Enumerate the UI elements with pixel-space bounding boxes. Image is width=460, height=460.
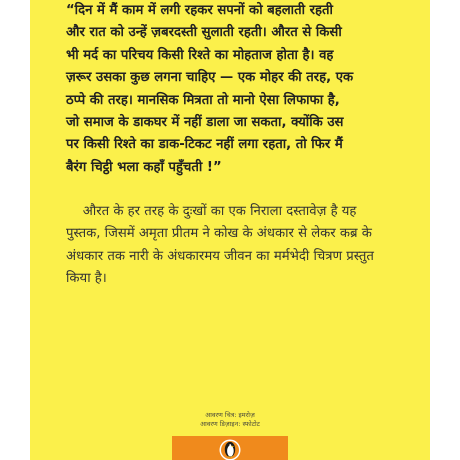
right-page-edge bbox=[430, 0, 460, 460]
quote-line: “दिन में मैं काम में लगी रहकर सपनों को बहलाती रहती bbox=[66, 3, 333, 18]
left-page-edge bbox=[0, 0, 30, 460]
quote-line: भी मर्द का परिचय किसी रिश्ते का मोहताज होता है। वह bbox=[66, 47, 334, 63]
book-description bbox=[66, 201, 400, 291]
penguin-logo-icon bbox=[218, 438, 242, 460]
quote-line: ज़रूर उसका कुछ लगना चाहिए — एक मोहर की तरह, एक bbox=[66, 70, 354, 86]
cover-credits bbox=[170, 411, 290, 429]
description-line: औरत के हर तरह के दुःखों का एक निराला दस्तावेज़ है यह bbox=[66, 204, 357, 219]
quote-line: ठप्पे की तरह। मानसिक मित्रता तो मानो ऐसा लिफाफा है, bbox=[66, 92, 340, 108]
cover-art-credit: आवरण चित्र: इमरोज़ bbox=[205, 411, 255, 419]
quote-line: पर किसी रिश्ते का डाक-टिकट नहीं लगा रहता, तो फिर मैं bbox=[66, 137, 343, 153]
quote-line: बैरंग चिट्ठी भला कहाँ पहुँचती !” bbox=[66, 159, 222, 175]
blurb-quote bbox=[66, 0, 400, 179]
description-line: पुस्तक, जिसमें अमृता प्रीतम ने कोख के अंधकार से लेकर कब्र के bbox=[66, 226, 372, 242]
quote-line: जो समाज के डाकघर में नहीं डाला जा सकता, क्योंकि उस bbox=[66, 115, 344, 131]
cover-design-credit: आवरण डिज़ाइन: स्फोटोट bbox=[200, 420, 260, 428]
quote-line: और रात को उन्हें ज़बरदस्ती सुलाती रहती। औरत से किसी bbox=[66, 25, 342, 41]
description-line: किया है। bbox=[66, 271, 107, 287]
description-line: अंधकार तक नारी के अंधकारमय जीवन का मर्मभेदी चित्रण प्रस्तुत bbox=[66, 248, 374, 264]
